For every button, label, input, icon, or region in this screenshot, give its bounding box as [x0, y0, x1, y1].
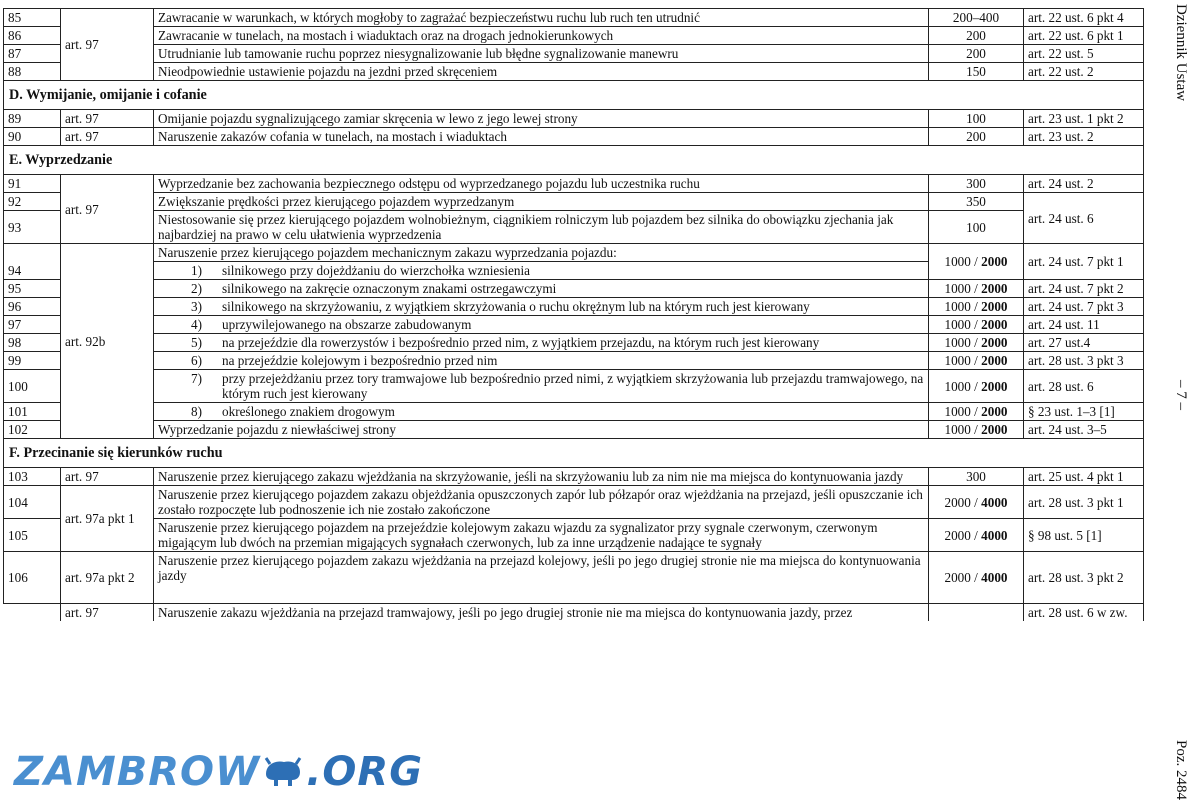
fine-amount: 1000 / 2000 [929, 280, 1024, 298]
row-number: 85 [4, 9, 61, 27]
table-row [4, 244, 1144, 280]
regulation-reference: art. 25 ust. 4 pkt 1 [1024, 468, 1144, 486]
fine-amount: 150 [929, 63, 1024, 81]
fine-amount: 1000 / 2000 [929, 316, 1024, 334]
row-number: 90 [4, 128, 61, 146]
row-number: 100 [4, 370, 61, 403]
table-row [4, 403, 1144, 421]
legal-basis: art. 97a pkt 1 [61, 486, 154, 552]
offense-description: Omijanie pojazdu sygnalizującego zamiar skręcenia w lewo z jego lewej strony [154, 110, 929, 128]
offense-description: Niestosowanie się przez kierującego pojazdem wolnobieżnym, ciągnikiem rolniczym lub pojazdem bez silnika do obowiązku zjechania jak najbardziej na prawo w celu ułatwienia wyprzedzenia [154, 211, 929, 244]
table-row [4, 9, 1144, 27]
regulation-reference: art. 22 ust. 2 [1024, 63, 1144, 81]
fine-amount: 200 [929, 45, 1024, 63]
table-row [4, 519, 1144, 552]
legal-basis: art. 97 [61, 468, 154, 486]
table-row [4, 45, 1144, 63]
offense-description: Zwiększanie prędkości przez kierującego pojazdem wyprzedzanym [154, 193, 929, 211]
section-header-row [4, 81, 1144, 110]
regulation-reference: art. 24 ust. 7 pkt 3 [1024, 298, 1144, 316]
fine-amount: 1000 / 2000 [929, 298, 1024, 316]
legal-basis: art. 97 [61, 9, 154, 81]
regulation-reference: art. 22 ust. 6 pkt 4 [1024, 9, 1144, 27]
offense-description: Naruszenie przez kierującego pojazdem na przejeździe kolejowym zakazu wjazdu za sygnalizator przy sygnale czerwonym, czerwonym migającym lub dwóch na przemian migających sygnałach czerwonych, lub za inne urządzenie nadające te sygnały [154, 519, 929, 552]
logo-text-main: ZAMBROW [14, 749, 261, 795]
offense-description: 6) na przejeździe kolejowym i bezpośrednio przed nim [154, 352, 929, 370]
section-title: D. Wymijanie, omijanie i cofanie [4, 81, 1144, 110]
row-number: 96 [4, 298, 61, 316]
regulation-reference: art. 24 ust. 7 pkt 1 [1024, 244, 1144, 280]
fine-amount: 1000 / 2000 [929, 403, 1024, 421]
fines-table [3, 8, 1144, 621]
regulation-reference: art. 28 ust. 3 pkt 1 [1024, 486, 1144, 519]
fine-amount: 200 [929, 27, 1024, 45]
fine-amount: 100 [929, 211, 1024, 244]
journal-title: Dziennik Ustaw [1173, 4, 1189, 102]
legal-basis: art. 97a pkt 2 [61, 552, 154, 604]
table-row [4, 193, 1144, 211]
offense-description: 4) uprzywilejowanego na obszarze zabudowanym [154, 316, 929, 334]
offense-description: Nieodpowiednie ustawienie pojazdu na jezdni przed skręceniem [154, 63, 929, 81]
fine-amount: 350 [929, 193, 1024, 211]
row-number: 91 [4, 175, 61, 193]
regulation-reference: art. 22 ust. 5 [1024, 45, 1144, 63]
regulation-reference: art. 27 ust.4 [1024, 334, 1144, 352]
offense-description: Naruszenie zakazu wjeżdżania na przejazd tramwajowy, jeśli po jego drugiej stronie nie ma miejsca do kontynuowania jazdy, przez [154, 604, 929, 622]
row-number: 103 [4, 468, 61, 486]
fine-amount: 300 [929, 175, 1024, 193]
logo-text-domain: .ORG [306, 749, 424, 795]
regulation-reference: art. 22 ust. 6 pkt 1 [1024, 27, 1144, 45]
table-row [4, 175, 1144, 193]
fine-amount: 1000 / 2000 [929, 352, 1024, 370]
row-number: 102 [4, 421, 61, 439]
legal-basis: art. 97 [61, 175, 154, 244]
row-number: 105 [4, 519, 61, 552]
page-margin [1160, 0, 1200, 809]
regulation-reference: art. 28 ust. 6 [1024, 370, 1144, 403]
row-number: 97 [4, 316, 61, 334]
row-number: 87 [4, 45, 61, 63]
table-row [4, 63, 1144, 81]
row-number: 106 [4, 552, 61, 604]
fine-amount: 1000 / 2000 [929, 334, 1024, 352]
fine-amount: 1000 / 2000 [929, 421, 1024, 439]
regulation-reference: art. 23 ust. 1 pkt 2 [1024, 110, 1144, 128]
position-number: Poz. 2484 [1173, 740, 1189, 800]
fine-amount: 200–400 [929, 9, 1024, 27]
fine-amount: 2000 / 4000 [929, 552, 1024, 604]
offense-description: Wyprzedzanie pojazdu z niewłaściwej strony [154, 421, 929, 439]
section-title: E. Wyprzedzanie [4, 146, 1144, 175]
row-number: 86 [4, 27, 61, 45]
legal-basis: art. 97 [61, 128, 154, 146]
site-logo[interactable] [14, 748, 423, 796]
table-row [4, 370, 1144, 403]
offense-subitem: 1) silnikowego przy dojeżdżaniu do wierzchołka wzniesienia [191, 263, 530, 278]
offense-intro: Naruszenie przez kierującego pojazdem mechanicznym zakazu wyprzedzania pojazdu: [154, 244, 928, 262]
table-row [4, 110, 1144, 128]
row-number: 101 [4, 403, 61, 421]
offense-description: 7) przy przejeżdżaniu przez tory tramwajowe lub bezpośrednio przed nimi, z wyjątkiem skrzyżowania lub przejazdu tramwajowego, na którym ruch jest kierowany [154, 370, 929, 403]
bison-icon [262, 754, 304, 790]
fine-amount: 2000 / 4000 [929, 486, 1024, 519]
legal-basis: art. 97 [61, 110, 154, 128]
regulation-reference: art. 28 ust. 6 w zw. [1024, 604, 1144, 622]
offense-description: Naruszenie przez kierującego pojazdem zakazu wjeżdżania na przejazd kolejowy, jeśli po jego drugiej stronie nie ma miejsca do kontynuowania jazdy [154, 552, 929, 604]
fine-amount: 100 [929, 110, 1024, 128]
regulation-reference: art. 28 ust. 3 pkt 2 [1024, 552, 1144, 604]
offense-description: 3) silnikowego na skrzyżowaniu, z wyjątkiem skrzyżowania o ruchu okrężnym lub na którym ruch jest kierowany [154, 298, 929, 316]
offense-description: Utrudnianie lub tamowanie ruchu poprzez niesygnalizowanie lub błędne sygnalizowanie manewru [154, 45, 929, 63]
page-number: – 7 – [1173, 380, 1189, 410]
row-number [4, 604, 61, 622]
row-number: 98 [4, 334, 61, 352]
table-row [4, 604, 1144, 622]
row-number: 95 [4, 280, 61, 298]
table-row [4, 128, 1144, 146]
offense-description: Wyprzedzanie bez zachowania bezpiecznego odstępu od wyprzedzanego pojazdu lub uczestnika ruchu [154, 175, 929, 193]
table-row [4, 27, 1144, 45]
offense-description: 2) silnikowego na zakręcie oznaczonym znakami ostrzegawczymi [154, 280, 929, 298]
row-number: 92 [4, 193, 61, 211]
regulation-reference: art. 24 ust. 3–5 [1024, 421, 1144, 439]
table-row [4, 468, 1144, 486]
table-row [4, 486, 1144, 519]
legal-basis: art. 92b [61, 244, 154, 439]
fine-amount: 300 [929, 468, 1024, 486]
row-number: 88 [4, 63, 61, 81]
row-number: 89 [4, 110, 61, 128]
offense-description [154, 244, 929, 280]
regulation-reference: § 98 ust. 5 [1] [1024, 519, 1144, 552]
offense-description: Naruszenie przez kierującego pojazdem zakazu objeżdżania opuszczonych zapór lub półzapór oraz wjeżdżania na przejazd, jeśli opuszczanie ich zostało rozpoczęte lub podnoszenie ich nie zostało zakończone [154, 486, 929, 519]
table-row [4, 334, 1144, 352]
regulation-reference: art. 23 ust. 2 [1024, 128, 1144, 146]
offense-description: 5) na przejeździe dla rowerzystów i bezpośrednio przed nim, z wyjątkiem przejazdu, na którym ruch jest kierowany [154, 334, 929, 352]
fine-amount [929, 604, 1024, 622]
offense-description: Zawracanie w tunelach, na mostach i wiaduktach oraz na drogach jednokierunkowych [154, 27, 929, 45]
table-row [4, 352, 1144, 370]
regulation-reference: art. 28 ust. 3 pkt 3 [1024, 352, 1144, 370]
regulation-reference: art. 24 ust. 6 [1024, 193, 1144, 244]
table-row [4, 316, 1144, 334]
legal-basis: art. 97 [61, 604, 154, 622]
table-row [4, 298, 1144, 316]
regulation-reference: § 23 ust. 1–3 [1] [1024, 403, 1144, 421]
row-number: 93 [4, 211, 61, 244]
section-title: F. Przecinanie się kierunków ruchu [4, 439, 1144, 468]
fine-amount: 2000 / 4000 [929, 519, 1024, 552]
regulation-reference: art. 24 ust. 11 [1024, 316, 1144, 334]
offense-description: Naruszenie zakazów cofania w tunelach, na mostach i wiaduktach [154, 128, 929, 146]
row-number: 99 [4, 352, 61, 370]
table-row [4, 280, 1144, 298]
regulation-reference: art. 24 ust. 7 pkt 2 [1024, 280, 1144, 298]
table-row [4, 421, 1144, 439]
row-number: 104 [4, 486, 61, 519]
section-header-row [4, 439, 1144, 468]
fine-amount: 200 [929, 128, 1024, 146]
fine-amount: 1000 / 2000 [929, 370, 1024, 403]
section-header-row [4, 146, 1144, 175]
offense-description: Naruszenie przez kierującego zakazu wjeżdżania na skrzyżowanie, jeśli na skrzyżowaniu lub za nim nie ma miejsca do kontynuowania jazdy [154, 468, 929, 486]
row-number: 94 [4, 244, 61, 280]
regulation-reference: art. 24 ust. 2 [1024, 175, 1144, 193]
table-row [4, 552, 1144, 604]
table-row [4, 211, 1144, 244]
offense-description: 8) określonego znakiem drogowym [154, 403, 929, 421]
fine-amount: 1000 / 2000 [929, 244, 1024, 280]
offense-description: Zawracanie w warunkach, w których mogłoby to zagrażać bezpieczeństwu ruchu lub ruch ten utrudnić [154, 9, 929, 27]
